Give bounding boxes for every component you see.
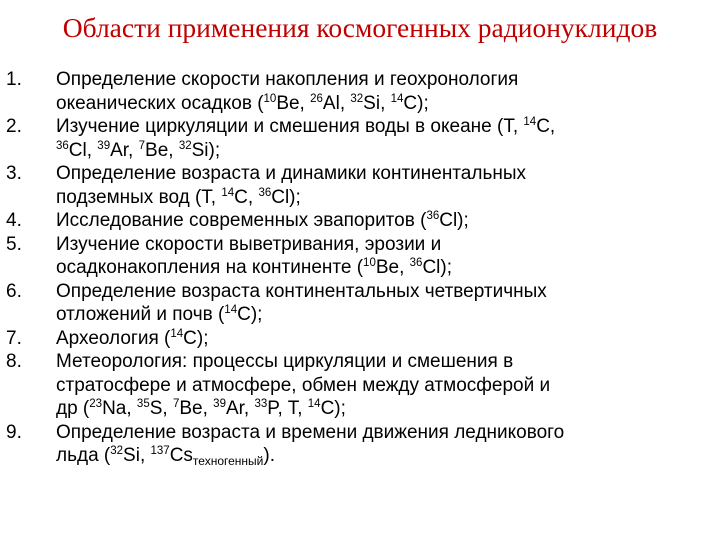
isotope-mass-number: 14	[221, 186, 235, 199]
list-item-line	[56, 139, 718, 163]
list-item-text	[56, 350, 718, 421]
text-segment: Cl);	[439, 210, 469, 231]
isotope-mass-number: 7	[172, 398, 180, 410]
isotope-mass-number: 35	[136, 398, 150, 410]
list-item-line	[56, 209, 718, 233]
isotope-mass-number: 23	[89, 398, 103, 410]
text-segment: отложений и почв (	[56, 304, 225, 325]
text-segment: Cl,	[68, 139, 98, 161]
isotope-mass-number: 36	[426, 210, 440, 222]
list-item	[6, 68, 718, 115]
text-segment: Cl);	[422, 257, 453, 278]
list-item	[6, 327, 718, 351]
subscript-text: техногенный	[192, 454, 264, 468]
text-segment: Изучение скорости выветривания, эрозии и	[56, 233, 442, 255]
list-item-number: 3.	[6, 163, 22, 184]
list-item-text	[56, 209, 718, 233]
list-item	[6, 421, 718, 468]
list-item-line	[56, 233, 718, 257]
list-item-text	[56, 280, 718, 327]
list-item-number: 8.	[6, 351, 22, 372]
text-segment: льда (	[56, 445, 111, 466]
list-item-line	[56, 397, 718, 421]
text-segment: Be,	[179, 398, 214, 419]
text-segment: Cl);	[271, 186, 301, 208]
text-segment: осадконакопления на континенте (	[56, 257, 364, 278]
list-item-line	[56, 162, 718, 186]
text-segment: Определение скорости накопления и геохронология	[56, 69, 519, 90]
list-item-line	[56, 421, 718, 445]
isotope-mass-number: 14	[523, 116, 537, 128]
text-segment: C);	[183, 327, 209, 349]
list-item-text	[56, 115, 718, 162]
text-segment: C);	[237, 304, 263, 325]
text-segment: P, T,	[267, 398, 308, 419]
text-segment: Исследование современных эвапоритов (	[56, 210, 427, 231]
list-item-text	[56, 233, 718, 280]
list-item	[6, 350, 718, 421]
text-segment: C);	[403, 92, 429, 114]
list-item-number: 6.	[6, 280, 22, 302]
isotope-mass-number: 14	[224, 304, 238, 316]
list-item-line	[56, 303, 718, 327]
list-item-line	[56, 68, 718, 92]
isotope-mass-number: 39	[97, 139, 111, 152]
list-item-line	[56, 327, 718, 351]
list-item	[6, 209, 718, 233]
text-segment: Изучение циркуляции и смешения воды в океане (T,	[56, 116, 524, 137]
list-item-number: 5.	[6, 233, 22, 255]
list-item-line	[56, 186, 718, 210]
text-segment: Метеорология: процессы циркуляции и смешения в	[56, 351, 514, 372]
text-segment: Si,	[363, 92, 391, 114]
list-item-number: 9.	[6, 421, 22, 443]
text-segment: Определение возраста и времени движения ледникового	[56, 421, 565, 443]
text-segment: Na,	[102, 398, 137, 419]
text-segment: Cs	[169, 445, 193, 466]
text-segment: Be,	[276, 92, 311, 114]
slide-title: Области применения космогенных радионуклидов	[62, 12, 658, 43]
isotope-mass-number: 7	[138, 139, 146, 152]
list-item-number: 4.	[6, 210, 22, 231]
list-item	[6, 162, 718, 209]
list-item-line	[56, 256, 718, 280]
text-segment: S,	[149, 398, 173, 419]
text-segment: C,	[536, 116, 556, 137]
isotope-mass-number: 32	[178, 139, 192, 152]
isotope-mass-number: 39	[213, 398, 226, 410]
list-item	[6, 233, 718, 280]
text-segment: Ar,	[110, 139, 139, 161]
applications-list	[6, 68, 718, 468]
list-item	[6, 280, 718, 327]
list-item	[6, 115, 718, 162]
list-item-text	[56, 421, 718, 468]
text-segment: Be,	[145, 139, 179, 161]
isotope-mass-number: 10	[363, 257, 376, 269]
isotope-mass-number: 10	[263, 92, 277, 105]
text-segment: Si);	[191, 139, 221, 161]
list-item-line	[56, 444, 718, 468]
list-item-number: 2.	[6, 116, 22, 137]
text-segment: Определение возраста континентальных четвертичных	[56, 280, 547, 302]
text-segment: подземных вод (T,	[56, 186, 222, 208]
list-item-number: 1.	[6, 69, 22, 90]
text-segment: Al,	[322, 92, 351, 114]
list-item-text	[56, 327, 718, 351]
isotope-mass-number: 26	[310, 92, 323, 105]
isotope-mass-number: 33	[254, 398, 268, 410]
isotope-mass-number: 36	[409, 257, 423, 269]
isotope-mass-number: 14	[390, 92, 404, 105]
text-segment: C);	[320, 398, 346, 419]
text-segment: C,	[234, 186, 259, 208]
list-item-line	[56, 374, 718, 398]
isotope-mass-number: 32	[350, 92, 364, 105]
text-segment: Be,	[375, 257, 410, 278]
text-segment: др (	[56, 398, 90, 419]
isotope-mass-number: 32	[110, 445, 124, 457]
text-segment: Si,	[123, 445, 151, 466]
isotope-mass-number: 14	[307, 398, 321, 410]
text-segment: Определение возраста и динамики континентальных	[56, 163, 526, 184]
list-item-text	[56, 68, 718, 115]
list-item-line	[56, 115, 718, 139]
isotope-mass-number: 36	[258, 186, 272, 199]
text-segment: ).	[263, 445, 275, 466]
isotope-mass-number: 137	[150, 445, 170, 457]
list-item-line	[56, 92, 718, 116]
list-item-number: 7.	[6, 327, 22, 349]
text-segment: Археология (	[56, 327, 171, 349]
list-item-line	[56, 280, 718, 304]
list-item-line	[56, 350, 718, 374]
text-segment: Ar,	[225, 398, 255, 419]
text-segment: океанических осадков (	[56, 92, 264, 114]
list-item-text	[56, 162, 718, 209]
text-segment: стратосфере и атмосфере, обмен между атмосферой и	[56, 374, 551, 396]
isotope-mass-number: 36	[56, 139, 69, 152]
isotope-mass-number: 14	[170, 327, 184, 340]
